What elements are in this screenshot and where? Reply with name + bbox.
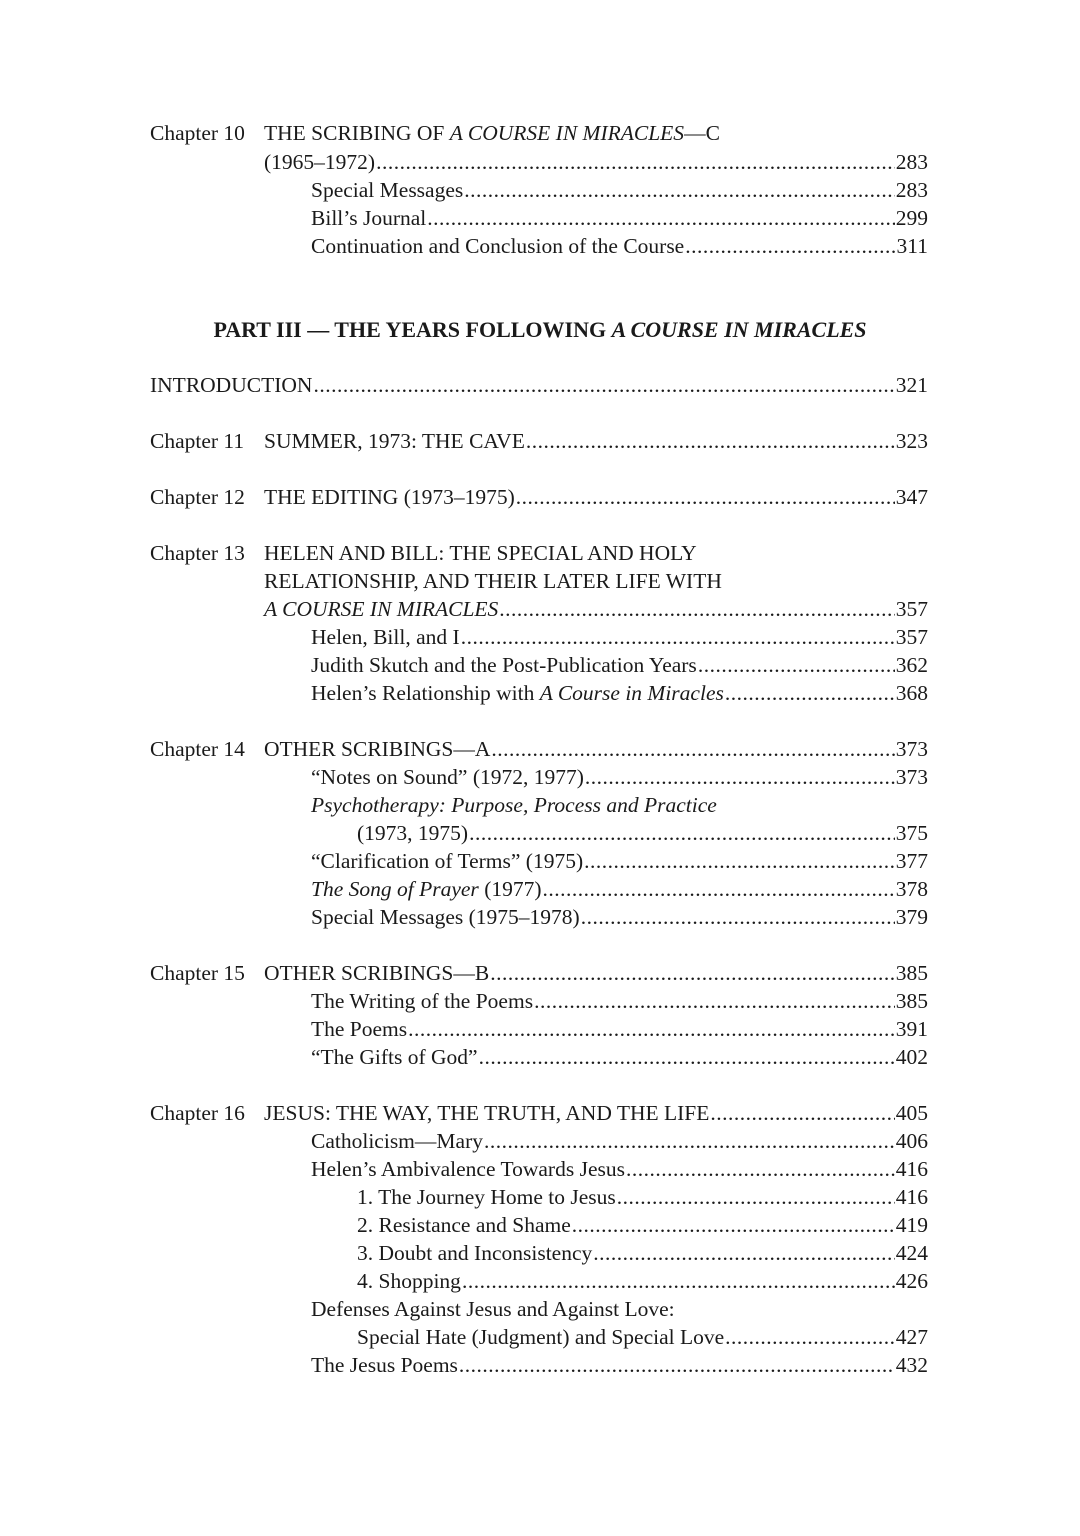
- toc-entry: [357, 818, 928, 848]
- entry-title-text: THE SCRIBING OF: [264, 121, 450, 145]
- dot-leader: [698, 650, 895, 680]
- entry-title: [311, 874, 542, 904]
- toc-entry: [311, 650, 928, 680]
- toc-entry: [264, 426, 928, 456]
- page-number: 283: [895, 150, 928, 174]
- toc-entry: [311, 874, 928, 904]
- toc-entry: [311, 678, 928, 708]
- dot-leader: [581, 902, 895, 932]
- page-number: 416: [895, 1185, 928, 1209]
- entry-title-italic: The Song of Prayer: [311, 877, 479, 901]
- dot-leader: [462, 1266, 895, 1296]
- page-number: 347: [895, 485, 928, 509]
- entry-title: [311, 650, 697, 680]
- entry-title: [311, 902, 580, 932]
- dot-leader: [593, 1238, 894, 1268]
- toc-entry: [311, 1350, 928, 1380]
- dot-leader: [479, 1042, 895, 1072]
- dot-leader: [464, 175, 894, 205]
- entry-title: [357, 1182, 616, 1212]
- part-heading-title: A COURSE IN MIRACLES: [611, 317, 867, 342]
- entry-title: [311, 1154, 625, 1184]
- entry-title: [150, 370, 312, 400]
- toc-entry: [357, 1182, 928, 1212]
- dot-leader: [461, 622, 895, 652]
- page-number: 299: [895, 206, 928, 230]
- entry-title-text: Helen’s Ambivalence Towards Jesus: [311, 1157, 625, 1181]
- entry-title-text: Helen’s Relationship with: [311, 681, 540, 705]
- dot-leader: [543, 874, 895, 904]
- chapter-label: Chapter 13: [150, 541, 245, 565]
- entry-title: [311, 1014, 407, 1044]
- part-heading: [0, 315, 1080, 345]
- entry-title-text: THE EDITING (1973–1975): [264, 485, 515, 509]
- entry-title-text: OTHER SCRIBINGS—A: [264, 737, 491, 761]
- toc-entry: [264, 594, 928, 624]
- toc-heading-line: [311, 790, 717, 820]
- entry-title-text: Special Messages: [311, 178, 464, 202]
- entry-title-text: Special Hate (Judgment) and Special Love: [357, 1325, 725, 1349]
- toc-entry: [264, 958, 928, 988]
- page-number: 283: [895, 178, 928, 202]
- entry-title-italic: A COURSE IN MIRACLES: [264, 597, 499, 621]
- toc-entry: [357, 1238, 928, 1268]
- entry-title-text: 4. Shopping: [357, 1269, 461, 1293]
- entry-title-text: Continuation and Conclusion of the Course: [311, 234, 685, 258]
- dot-leader: [499, 594, 894, 624]
- entry-title-text: 2. Resistance and Shame: [357, 1213, 571, 1237]
- dot-leader: [427, 203, 894, 233]
- entry-title: [264, 734, 490, 764]
- entry-title-text: JESUS: THE WAY, THE TRUTH, AND THE LIFE: [264, 1101, 710, 1125]
- dot-leader: [626, 1154, 895, 1184]
- dot-leader: [459, 1350, 895, 1380]
- entry-title-text: Defenses Against Jesus and Against Love:: [311, 1297, 675, 1321]
- dot-leader: [469, 818, 895, 848]
- toc-entry: [311, 1126, 928, 1156]
- toc-entry: [150, 370, 928, 400]
- entry-title: [264, 566, 722, 596]
- page-number: 426: [895, 1269, 928, 1293]
- entry-title-italic: A COURSE IN MIRACLES: [449, 121, 685, 145]
- page-number: 427: [895, 1325, 928, 1349]
- page-number: 385: [895, 961, 928, 985]
- toc-entry: [311, 175, 928, 205]
- page-number: 424: [895, 1241, 928, 1265]
- toc-entry: [311, 231, 928, 261]
- toc-entry: [311, 203, 928, 233]
- dot-leader: [725, 1322, 895, 1352]
- entry-title-text: HELEN AND BILL: THE SPECIAL AND HOLY: [264, 541, 697, 565]
- page-number: 405: [895, 1101, 928, 1125]
- dot-leader: [526, 426, 895, 456]
- entry-title: [311, 762, 584, 792]
- toc-entry: [264, 734, 928, 764]
- toc-entry: [311, 1014, 928, 1044]
- page-number: 378: [895, 877, 928, 901]
- dot-leader: [710, 1098, 894, 1128]
- entry-title-text: (1965–1972): [264, 150, 376, 174]
- entry-title-text: Helen, Bill, and I: [311, 625, 460, 649]
- page-number: 377: [895, 849, 928, 873]
- toc-entry: [311, 1154, 928, 1184]
- page-number: 373: [895, 765, 928, 789]
- entry-title-italic: A Course in Miracles: [539, 681, 724, 705]
- dot-leader: [685, 231, 895, 261]
- entry-title-text: OTHER SCRIBINGS—B: [264, 961, 490, 985]
- entry-title: [311, 203, 426, 233]
- entry-title-text: INTRODUCTION: [150, 373, 313, 397]
- entry-title: [264, 1098, 709, 1128]
- dot-leader: [491, 734, 894, 764]
- toc-heading-line: [264, 538, 697, 568]
- toc-heading-line: [264, 118, 720, 148]
- page-number: 416: [895, 1157, 928, 1181]
- entry-title: [357, 818, 468, 848]
- entry-title-text: RELATIONSHIP, AND THEIR LATER LIFE WITH: [264, 569, 722, 593]
- page-number: 362: [895, 653, 928, 677]
- dot-leader: [313, 370, 894, 400]
- dot-leader: [408, 1014, 895, 1044]
- page-number: 321: [895, 373, 928, 397]
- page-number: 323: [895, 429, 928, 453]
- page-number: 379: [895, 905, 928, 929]
- toc-heading-line: [264, 566, 722, 596]
- page-number: 385: [895, 989, 928, 1013]
- entry-title: [357, 1210, 571, 1240]
- page-number: 406: [895, 1129, 928, 1153]
- toc-entry: [264, 1098, 928, 1128]
- entry-title: [311, 1294, 675, 1324]
- entry-title-text: (1973, 1975): [357, 821, 469, 845]
- entry-title-suffix: —C: [684, 121, 720, 145]
- toc-entry: [311, 762, 928, 792]
- entry-title: [264, 118, 720, 148]
- page-number: 432: [895, 1353, 928, 1377]
- entry-title-text: Special Messages (1975–1978): [311, 905, 580, 929]
- page-number: 373: [895, 737, 928, 761]
- entry-title: [357, 1322, 724, 1352]
- entry-title-text: “The Gifts of God”: [311, 1045, 478, 1069]
- dot-leader: [376, 147, 895, 177]
- dot-leader: [490, 958, 895, 988]
- page-number: 311: [896, 234, 928, 258]
- page-number: 357: [895, 597, 928, 621]
- entry-title: [311, 231, 684, 261]
- entry-title: [311, 1350, 458, 1380]
- entry-title-text: The Jesus Poems: [311, 1353, 458, 1377]
- entry-title: [357, 1266, 461, 1296]
- toc-entry: [311, 846, 928, 876]
- entry-title-text: 3. Doubt and Inconsistency: [357, 1241, 593, 1265]
- entry-title-text: “Notes on Sound” (1972, 1977): [311, 765, 584, 789]
- entry-title: [264, 538, 697, 568]
- dot-leader: [617, 1182, 895, 1212]
- entry-title-text: Judith Skutch and the Post-Publication Years: [311, 653, 697, 677]
- toc-heading-line: [311, 1294, 675, 1324]
- entry-title-suffix: (1977): [478, 877, 542, 901]
- chapter-label: Chapter 15: [150, 961, 245, 985]
- entry-title-italic: Psychotherapy: Purpose, Process and Practice: [311, 793, 717, 817]
- dot-leader: [725, 678, 895, 708]
- chapter-label: Chapter 11: [150, 429, 245, 453]
- entry-title: [311, 1042, 478, 1072]
- chapter-label: Chapter 12: [150, 485, 245, 509]
- toc-entry: [311, 622, 928, 652]
- toc-entry: [357, 1266, 928, 1296]
- entry-title: [264, 147, 375, 177]
- toc-entry: [264, 147, 928, 177]
- page-number: 419: [895, 1213, 928, 1237]
- entry-title: [264, 482, 515, 512]
- chapter-label: Chapter 10: [150, 121, 245, 145]
- entry-title: [311, 175, 463, 205]
- entry-title: [264, 426, 525, 456]
- toc-entry: [311, 1042, 928, 1072]
- entry-title-text: 1. The Journey Home to Jesus: [357, 1185, 616, 1209]
- dot-leader: [572, 1210, 895, 1240]
- page-number: 357: [895, 625, 928, 649]
- toc-entry: [311, 902, 928, 932]
- entry-title: [311, 986, 533, 1016]
- entry-title-text: Catholicism—Mary: [311, 1129, 483, 1153]
- toc-entry: [357, 1322, 928, 1352]
- chapter-label: Chapter 16: [150, 1101, 245, 1125]
- entry-title-text: The Poems: [311, 1017, 408, 1041]
- page-number: 402: [895, 1045, 928, 1069]
- page-number: 391: [895, 1017, 928, 1041]
- entry-title: [311, 846, 583, 876]
- entry-title: [311, 622, 460, 652]
- entry-title: [311, 678, 724, 708]
- entry-title: [357, 1238, 592, 1268]
- toc-entry: [357, 1210, 928, 1240]
- dot-leader: [584, 846, 895, 876]
- entry-title-text: Bill’s Journal: [311, 206, 427, 230]
- dot-leader: [516, 482, 895, 512]
- dot-leader: [484, 1126, 895, 1156]
- chapter-label: Chapter 14: [150, 737, 245, 761]
- dot-leader: [585, 762, 895, 792]
- entry-title: [311, 1126, 483, 1156]
- entry-title-text: The Writing of the Poems: [311, 989, 534, 1013]
- entry-title: [264, 594, 498, 624]
- entry-title: [311, 790, 717, 820]
- entry-title-text: SUMMER, 1973: THE CAVE: [264, 429, 525, 453]
- toc-entry: [311, 986, 928, 1016]
- entry-title: [264, 958, 489, 988]
- toc-entry: [264, 482, 928, 512]
- entry-title-text: “Clarification of Terms” (1975): [311, 849, 584, 873]
- page-number: 375: [895, 821, 928, 845]
- dot-leader: [534, 986, 895, 1016]
- page-number: 368: [895, 681, 928, 705]
- part-heading-text: PART III — THE YEARS FOLLOWING: [213, 317, 612, 342]
